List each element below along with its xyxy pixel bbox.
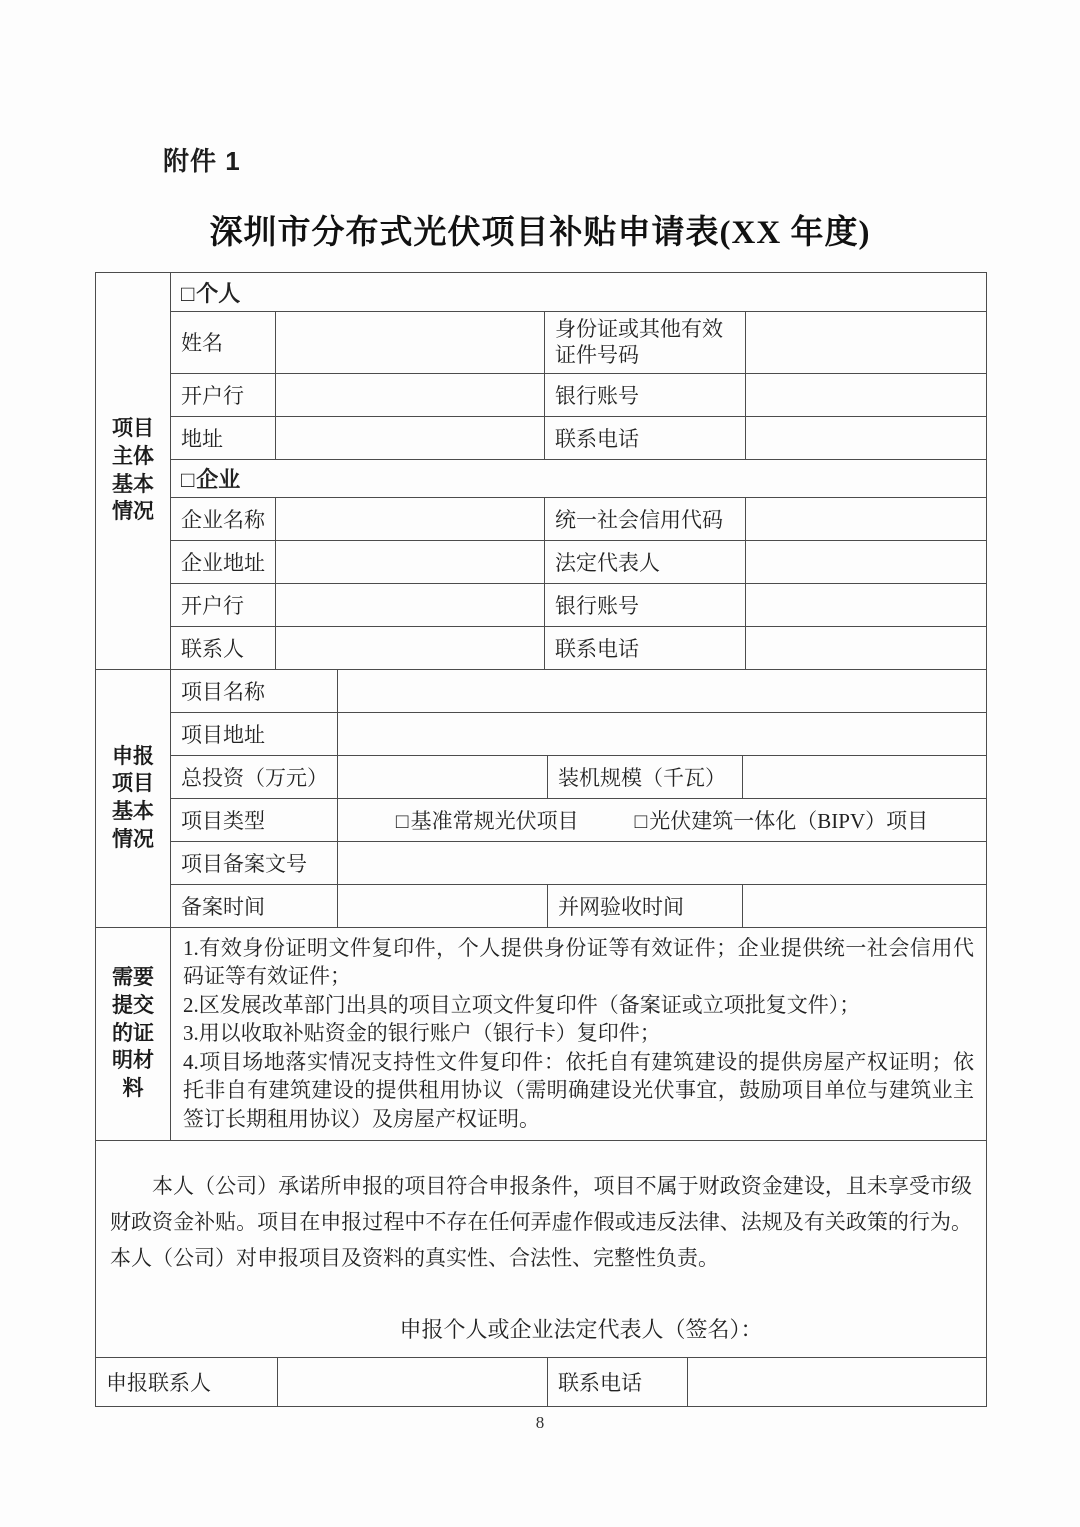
material-item: 2.区发展改革部门出具的项目立项文件复印件（备案证或立项批复文件）； xyxy=(183,992,861,1017)
checkbox-icon[interactable]: □ xyxy=(395,808,409,833)
materials-section-header: 需要提交的证明材料 xyxy=(96,927,171,1140)
project-address-label: 项目地址 xyxy=(171,712,338,755)
material-item: 1.有效身份证明文件复印件，个人提供身份证等有效证件；企业提供统一社会信用代码证等有效证件； xyxy=(183,935,974,989)
page-title: 深圳市分布式光伏项目补贴申请表(XX 年度) xyxy=(209,215,871,251)
project-type-option-bipv xyxy=(635,805,929,835)
attachment-label: 附件 1 xyxy=(163,146,241,176)
project-name-input[interactable] xyxy=(338,669,987,712)
bank-account-label: 银行账号 xyxy=(545,373,746,416)
enterprise-name-label: 企业名称 xyxy=(171,497,276,540)
project-type-option-bipv-label: 光伏建筑一体化（BIPV）项目 xyxy=(649,808,929,833)
contact-person-label: 联系人 xyxy=(171,626,276,669)
investment-label: 总投资（万元） xyxy=(171,755,338,798)
declaration-cell xyxy=(96,1140,987,1357)
enterprise-checkbox-row xyxy=(171,459,987,497)
grid-acceptance-date-input[interactable] xyxy=(743,884,987,927)
contact-person-input[interactable] xyxy=(276,626,545,669)
credit-code-input[interactable] xyxy=(746,497,987,540)
filing-number-label: 项目备案文号 xyxy=(171,841,338,884)
enterprise-bank-account-input[interactable] xyxy=(746,583,987,626)
enterprise-address-label: 企业地址 xyxy=(171,540,276,583)
contact-row-table xyxy=(95,1357,987,1407)
project-type-option-standard xyxy=(396,805,579,835)
filing-date-label: 备案时间 xyxy=(171,884,338,927)
credit-code-label: 统一社会信用代码 xyxy=(545,497,746,540)
checkbox-icon[interactable]: □ xyxy=(634,808,648,833)
investment-input[interactable] xyxy=(338,755,548,798)
checkbox-icon[interactable]: □ xyxy=(181,466,195,492)
id-number-input[interactable] xyxy=(746,312,987,374)
filing-date-input[interactable] xyxy=(338,884,548,927)
contact-phone-label: 联系电话 xyxy=(545,626,746,669)
bank-branch-label: 开户行 xyxy=(171,373,276,416)
enterprise-bank-account-label: 银行账号 xyxy=(545,583,746,626)
enterprise-bank-branch-label: 开户行 xyxy=(171,583,276,626)
subject-section-table xyxy=(95,272,987,670)
materials-list xyxy=(171,927,987,1140)
enterprise-bank-branch-input[interactable] xyxy=(276,583,545,626)
individual-checkbox-row xyxy=(171,273,987,312)
enterprise-name-input[interactable] xyxy=(276,497,545,540)
applicant-phone-label: 联系电话 xyxy=(548,1357,688,1406)
checkbox-icon[interactable]: □ xyxy=(181,280,195,306)
phone-label: 联系电话 xyxy=(545,416,746,459)
capacity-input[interactable] xyxy=(743,755,987,798)
legal-rep-label: 法定代表人 xyxy=(545,540,746,583)
contact-phone-input[interactable] xyxy=(746,626,987,669)
materials-section-table xyxy=(95,927,987,1141)
project-type-options xyxy=(338,798,987,841)
declaration-section-table xyxy=(95,1140,987,1358)
project-name-label: 项目名称 xyxy=(171,669,338,712)
phone-input[interactable] xyxy=(746,416,987,459)
name-label: 姓名 xyxy=(171,312,276,374)
project-type-option-standard-label: 基准常规光伏项目 xyxy=(410,808,579,833)
application-table xyxy=(95,272,986,1407)
signature-label[interactable]: 申报个人或企业法定代表人（签名）： xyxy=(399,1316,763,1342)
capacity-label: 装机规模（千瓦） xyxy=(548,755,743,798)
legal-rep-input[interactable] xyxy=(746,540,987,583)
id-number-label: 身份证或其他有效证件号码 xyxy=(545,312,746,374)
material-item: 4.项目场地落实情况支持性文件复印件：依托自有建筑建设的提供房屋产权证明；依托非自有建筑建设的提供租用协议（需明确建设光伏事宜，鼓励项目单位与建筑业主签订长期租用协议）及房屋产权证明。 xyxy=(183,1049,974,1132)
project-address-input[interactable] xyxy=(338,712,987,755)
individual-label: 个人 xyxy=(196,280,241,306)
bank-account-input[interactable] xyxy=(746,373,987,416)
filing-number-input[interactable] xyxy=(338,841,987,884)
subject-section-header: 项目主体基本情况 xyxy=(96,273,171,670)
project-type-label: 项目类型 xyxy=(171,798,338,841)
grid-acceptance-date-label: 并网验收时间 xyxy=(548,884,743,927)
address-label: 地址 xyxy=(171,416,276,459)
applicant-contact-label: 申报联系人 xyxy=(96,1357,278,1406)
address-input[interactable] xyxy=(276,416,545,459)
page-number: 8 xyxy=(535,1413,545,1432)
project-section-table xyxy=(95,669,987,928)
applicant-contact-input[interactable] xyxy=(278,1357,548,1406)
enterprise-label: 企业 xyxy=(196,466,241,492)
bank-branch-input[interactable] xyxy=(276,373,545,416)
applicant-phone-input[interactable] xyxy=(688,1357,987,1406)
material-item: 3.用以收取补贴资金的银行账户（银行卡）复印件； xyxy=(183,1021,661,1046)
declaration-text: 本人（公司）承诺所申报的项目符合申报条件，项目不属于财政资金建设，且未享受市级财政资金补贴。项目在申报过程中不存在任何弄虚作假或违反法律、法规及有关政策的行为。本人（公司）对申报项目及资料的真实性、合法性、完整性负责。 xyxy=(110,1173,972,1270)
enterprise-address-input[interactable] xyxy=(276,540,545,583)
project-section-header: 申报项目基本情况 xyxy=(96,669,171,927)
name-input[interactable] xyxy=(276,312,545,374)
